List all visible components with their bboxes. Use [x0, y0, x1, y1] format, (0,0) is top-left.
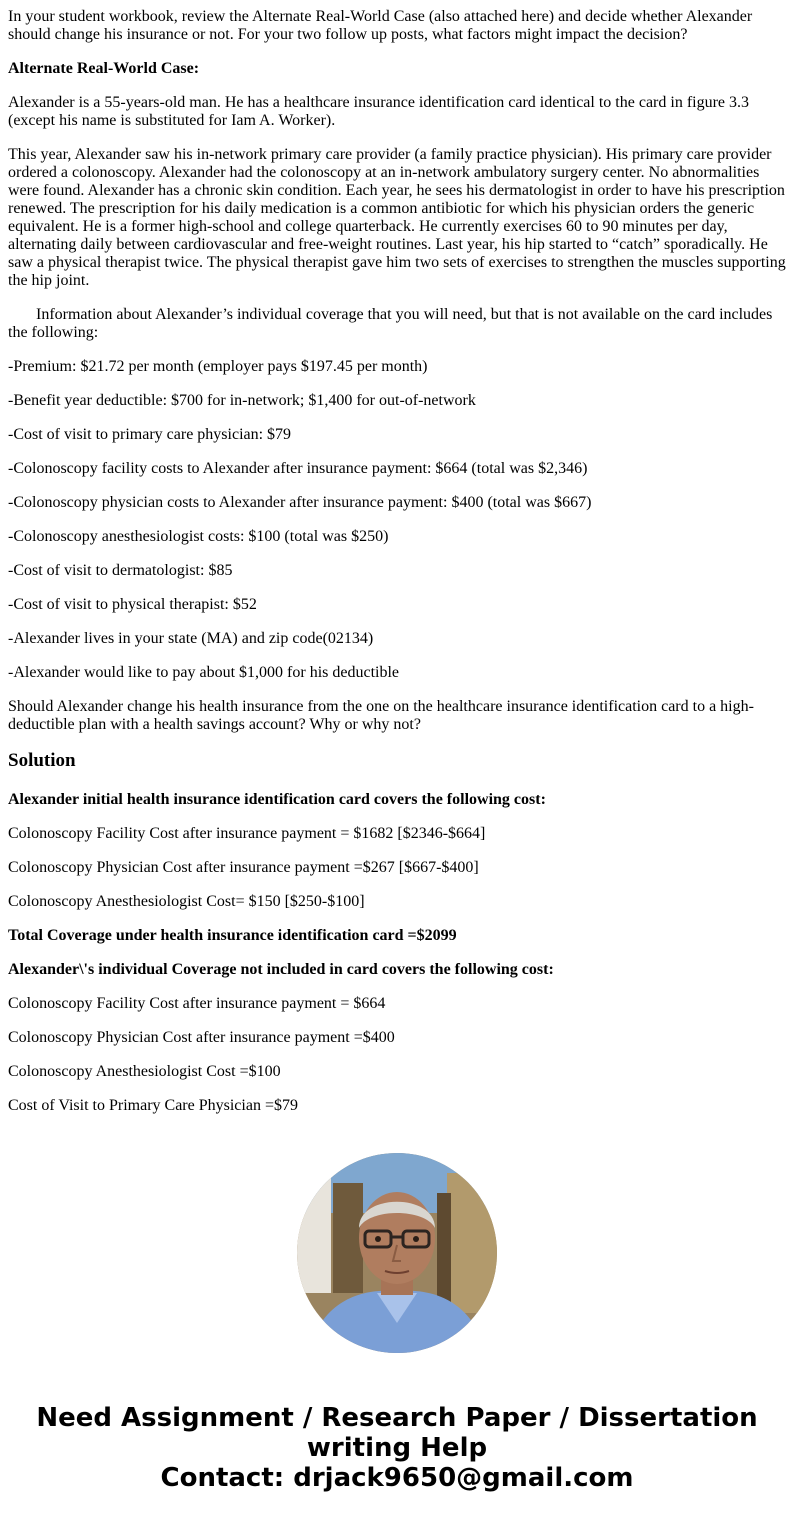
case-heading: Alternate Real-World Case:: [8, 60, 200, 77]
footer-contact-text: Contact: drjack9650@gmail.com: [160, 1463, 634, 1493]
individual-coverage-line: Cost of Visit to Primary Care Physician =$79: [8, 1097, 298, 1114]
coverage-item: -Alexander lives in your state (MA) and zip code(02134): [8, 630, 374, 647]
document-body: [8, 8, 786, 1131]
coverage-item: -Colonoscopy facility costs to Alexander after insurance payment: $664 (total was $2,346): [8, 460, 588, 477]
card-coverage-line: Colonoscopy Physician Cost after insurance payment =$267 [$667-$400]: [8, 859, 479, 876]
footer-help-text: Need Assignment / Research Paper / Dissertation writing Help: [36, 1403, 758, 1463]
closing-question: Should Alexander change his health insurance from the one on the healthcare insurance identification card to a high-deductible plan with a health savings account? Why or why not?: [8, 698, 754, 733]
footer-banner: [0, 1403, 794, 1493]
coverage-item: -Benefit year deductible: $700 for in-network; $1,400 for out-of-network: [8, 392, 476, 409]
coverage-item: -Colonoscopy physician costs to Alexander after insurance payment: $400 (total was $667): [8, 494, 592, 511]
author-portrait-icon: [297, 1153, 497, 1353]
individual-coverage-line: Colonoscopy Physician Cost after insurance payment =$400: [8, 1029, 395, 1046]
card-coverage-heading: Alexander initial health insurance identification card covers the following cost:: [8, 791, 546, 808]
case-paragraph-3: Information about Alexander’s individual coverage that you will need, but that is not available on the card includes the following:: [8, 306, 773, 341]
card-coverage-line: Colonoscopy Facility Cost after insurance payment = $1682 [$2346-$664]: [8, 825, 486, 842]
question-intro: In your student workbook, review the Alternate Real-World Case (also attached here) and decide whether Alexander should change his insurance or not. For your two follow up posts, what factors might impact the decision?: [8, 8, 753, 43]
case-paragraph-2: This year, Alexander saw his in-network primary care provider (a family practice physician). His primary care provider ordered a colonoscopy. Alexander had the colonoscopy at an in-network ambulatory surgery center. No abnormalities were found. Alexander has a chronic skin condition. Each year, he sees his dermatologist in order to have his prescription renewed. The prescription for his daily medication is a common antibiotic for which his physician orders the generic equivalent. He is a former high-school and college quarterback. He currently exercises 60 to 90 minutes per day, alternating daily between cardiovascular and free-weight routines. Last year, his hip started to “catch” sporadically. He saw a physical therapist twice. The physical therapist gave him two sets of exercises to strengthen the muscles supporting the hip joint.: [8, 146, 786, 289]
author-avatar: [297, 1153, 497, 1353]
case-paragraph-1: Alexander is a 55-years-old man. He has a healthcare insurance identification card identical to the card in figure 3.3 (except his name is substituted for Iam A. Worker).: [8, 94, 750, 129]
coverage-item: -Cost of visit to dermatologist: $85: [8, 562, 233, 579]
individual-coverage-heading: Alexander\'s individual Coverage not included in card covers the following cost:: [8, 961, 554, 978]
coverage-item: -Cost of visit to physical therapist: $52: [8, 596, 257, 613]
coverage-item: -Premium: $21.72 per month (employer pays $197.45 per month): [8, 358, 428, 375]
coverage-item: -Colonoscopy anesthesiologist costs: $100 (total was $250): [8, 528, 389, 545]
coverage-item: -Alexander would like to pay about $1,000 for his deductible: [8, 664, 400, 681]
individual-coverage-line: Colonoscopy Facility Cost after insurance payment = $664: [8, 995, 386, 1012]
card-coverage-line: Colonoscopy Anesthesiologist Cost= $150 [$250-$100]: [8, 893, 365, 910]
coverage-item: -Cost of visit to primary care physician: $79: [8, 426, 292, 443]
card-coverage-total: Total Coverage under health insurance identification card =$2099: [8, 927, 457, 944]
solution-heading: Solution: [8, 750, 76, 771]
individual-coverage-line: Colonoscopy Anesthesiologist Cost =$100: [8, 1063, 281, 1080]
